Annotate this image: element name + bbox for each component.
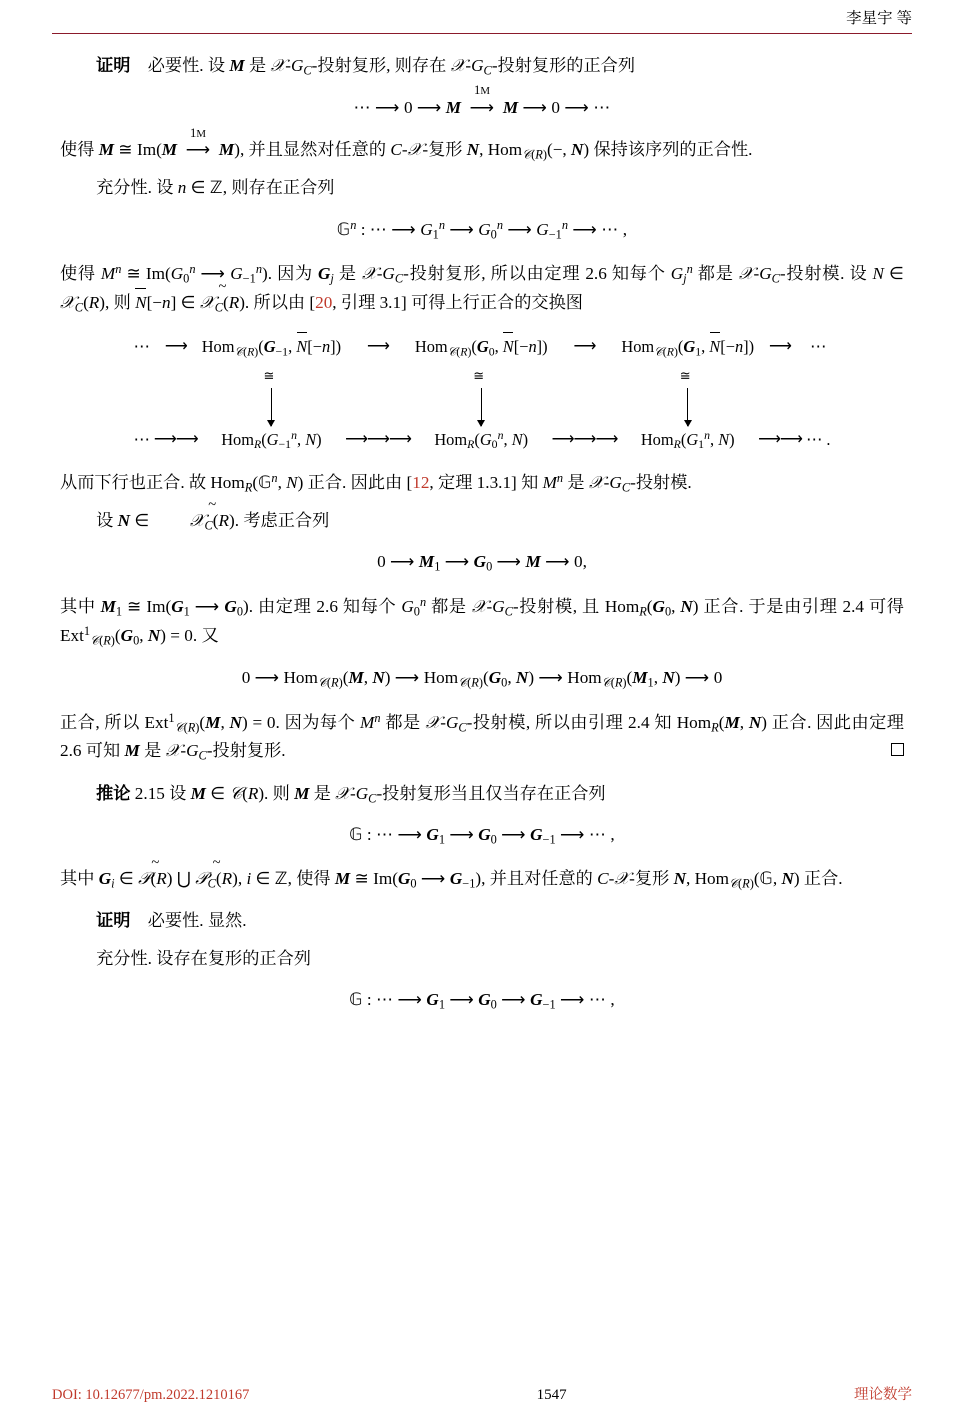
paragraph-11: 充分性. 设存在复形的正合列 xyxy=(96,949,311,969)
equation-4: 0 ⟶ Hom$_{𝒞(R)}$(M, N) ⟶ $Hom_{𝒞(R)}(G_0$, N) ⟶ $Hom_{𝒞(R)}(M_1$, N) ⟶ 0 xyxy=(241,668,723,690)
diagram-arrow-r2a4: ⟶⟶ xyxy=(758,430,802,448)
page-footer xyxy=(0,1370,964,1414)
diagram-row-top xyxy=(131,334,832,361)
proof-paragraph-1: 证明 必要性. 设 M 是 $𝒳-G_C-$投射复形, 则存在 $𝒳-G_C-$投射复形的正合列 xyxy=(96,56,636,78)
diagram-cell-r1c5: ⋯ xyxy=(810,337,827,357)
paragraph-5: 从而下行也正合. 故 Hom$_R$(𝔾$^n$, N) 正合. 因此由 [12, 定理 1.3.1] 知 $M^n$ 是 $𝒳-G_C-$投射模. xyxy=(60,470,692,495)
equation-1: ⋯ ⟶ 0 ⟶ M 1M ⟶ M ⟶ 0 ⟶ ⋯ xyxy=(353,83,611,117)
page-number: 1547 xyxy=(536,1387,567,1403)
doi-text[interactable]: DOI: 10.12677/pm.2022.1210167 xyxy=(52,1387,250,1403)
diagram-cell-r2c1: ⋯ xyxy=(133,429,150,449)
paragraph-9: 其中 $G_i$ ∈ ~ 𝒫(R) ⋃ ~ 𝒫$_C$(R), i ∈ ℤ, 使得 M ≅ $Im(G_0$ ⟶ $G_{-1}$), 并且对任意的 C-𝒳-复形 N, Hom$_{𝒞(R)}$(𝔾, N) 正合. xyxy=(60,854,843,891)
diagram-vlabel-2: ≅ xyxy=(473,367,485,383)
diagram-cell-r1c4: $Hom_{𝒞(R)}(G_1$, N[−n]) xyxy=(619,334,756,361)
citation-12[interactable]: 12 xyxy=(412,473,430,493)
diagram-cell-r2c3: $Hom_R(G_0^n$, N) xyxy=(434,427,529,451)
diagram-cell-r2c4: $Hom_R(G_1^n$, N) xyxy=(640,427,735,451)
paragraph-3: 充分性. 设 n ∈ ℤ, 则存在正合列 xyxy=(96,177,335,197)
equation-3: 0 ⟶ $M_1$ ⟶ $G_0$ ⟶ M ⟶ 0, xyxy=(377,552,587,574)
paragraph-4: 使得 $M^n$ ≅ $Im(G_0^n$ ⟶ $G_{-1}^n$). 因为 $G_j$ 是 $𝒳-G_C-$投射复形, 所以由定理 2.6 知每个 $G_j^n$ 都是 $𝒳-G_C-$投射模. 设 N ∈ 𝒳$_C$(R), 则 N[−n] ∈ ~ 𝒳$_C$(R). 所以由 [20, 引理 3.1] 可得上行正合的交换图 xyxy=(60,262,904,315)
citation-20[interactable]: 20 xyxy=(315,293,333,313)
paragraph-2: 使得 M ≅ Im(M 1M ⟶ M), 并且显然对任意的 C-𝒳-复形 N, Hom$_{𝒞(R)}$(−, N) 保持该序列的正合性. xyxy=(60,126,753,162)
qed-box xyxy=(891,743,904,756)
diagram-row-vertical xyxy=(131,361,832,426)
diagram-vmap-1 xyxy=(200,361,343,426)
corollary-label: 推论 xyxy=(96,783,131,803)
diagram-arrow-r2a1: ⟶⟶ xyxy=(153,430,198,448)
diagram-vlabel-3: ≅ xyxy=(679,367,691,383)
diagram-vmap-2 xyxy=(413,361,550,426)
paragraph-8: 正合, 所以 Ext$^1_{𝒞(R)}$(M, N) = 0. 因为每个 $M^n$ 都是 $𝒳-G_C-$投射模, 所以由引理 2.4 知 Hom$_R$(M, N) 正合. 因此由定理 2.6 可知 M 是 $𝒳-G_C-$投射复形. xyxy=(60,710,904,763)
diagram-vlabel-1: ≅ xyxy=(263,367,275,383)
diagram-arrow-r2a2: ⟶⟶⟶ xyxy=(345,430,411,448)
equation-2: 𝔾$^n$ : ⋯ ⟶ $G_1^n$ ⟶ $G_0^n$ ⟶ $G_{-1}^n$ ⟶ ⋯ , xyxy=(336,217,628,242)
proof-paragraph-2: 证明 必要性. 显然. xyxy=(96,911,247,931)
diagram-cell-r1c1: ⋯ xyxy=(133,337,150,357)
diagram-arrow-r1a1: ⟶ xyxy=(164,338,187,356)
diagram-arrow-r1a4: ⟶ xyxy=(769,338,791,356)
diagram-arrow-r2a3: ⟶⟶⟶ xyxy=(551,430,618,448)
running-head-authors: 李星宇 等 xyxy=(846,10,912,27)
diagram-vmap-3 xyxy=(619,361,756,426)
running-head xyxy=(0,0,964,34)
diagram-cell-r1c2: $Hom_{𝒞(R)}(G_{-1}$, N[−n]) xyxy=(200,334,343,361)
proof-label-1: 证明 xyxy=(96,56,131,75)
proof-label-2: 证明 xyxy=(96,911,131,931)
corollary-number: 2.15 xyxy=(134,783,165,803)
header-rule xyxy=(52,33,912,34)
equation-5: 𝔾 : ⋯ ⟶ $G_1$ ⟶ $G_0$ ⟶ $G_{-1}$ ⟶ ⋯ , xyxy=(349,825,615,847)
diagram-arrow-r1a3: ⟶ xyxy=(573,338,596,356)
commutative-diagram xyxy=(60,334,904,454)
equation-6: 𝔾 : ⋯ ⟶ $G_1$ ⟶ $G_0$ ⟶ $G_{-1}$ ⟶ ⋯ , xyxy=(349,990,615,1012)
diagram-cell-r2c2: $Hom_R(G_{-1}^n$, N) xyxy=(221,427,322,451)
paragraph-7: 其中 $M_1$ ≅ $Im(G_1$ ⟶ $G_0$). 由定理 2.6 知每个 $G_0^n$ 都是 $𝒳-G_C-$投射模, 且 $Hom_R(G_0$, N) 正合. 于是由引理 2.4 可得 $Ext^1_{𝒞(R)}(G_0$, N) = 0. 又 xyxy=(60,594,904,649)
diagram-cell-r1c3: $Hom_{𝒞(R)}(G_0$, N[−n]) xyxy=(413,334,550,361)
journal-name: 理论数学 xyxy=(853,1387,912,1403)
diagram-cell-r2c5: ⋯ . xyxy=(805,429,831,449)
corollary-paragraph: 推论 2.15 设 M ∈ 𝒞(R). 则 M 是 $𝒳-G_C-$投射复形当且仅当存在正合列 xyxy=(96,783,606,806)
paper-body xyxy=(60,52,904,1030)
paragraph-6: 设 N ∈ ~ 𝒳$_C$(R). 考虑正合列 xyxy=(96,496,330,533)
diagram-row-bottom xyxy=(131,426,832,454)
diagram-arrow-r1a2: ⟶ xyxy=(367,338,389,356)
